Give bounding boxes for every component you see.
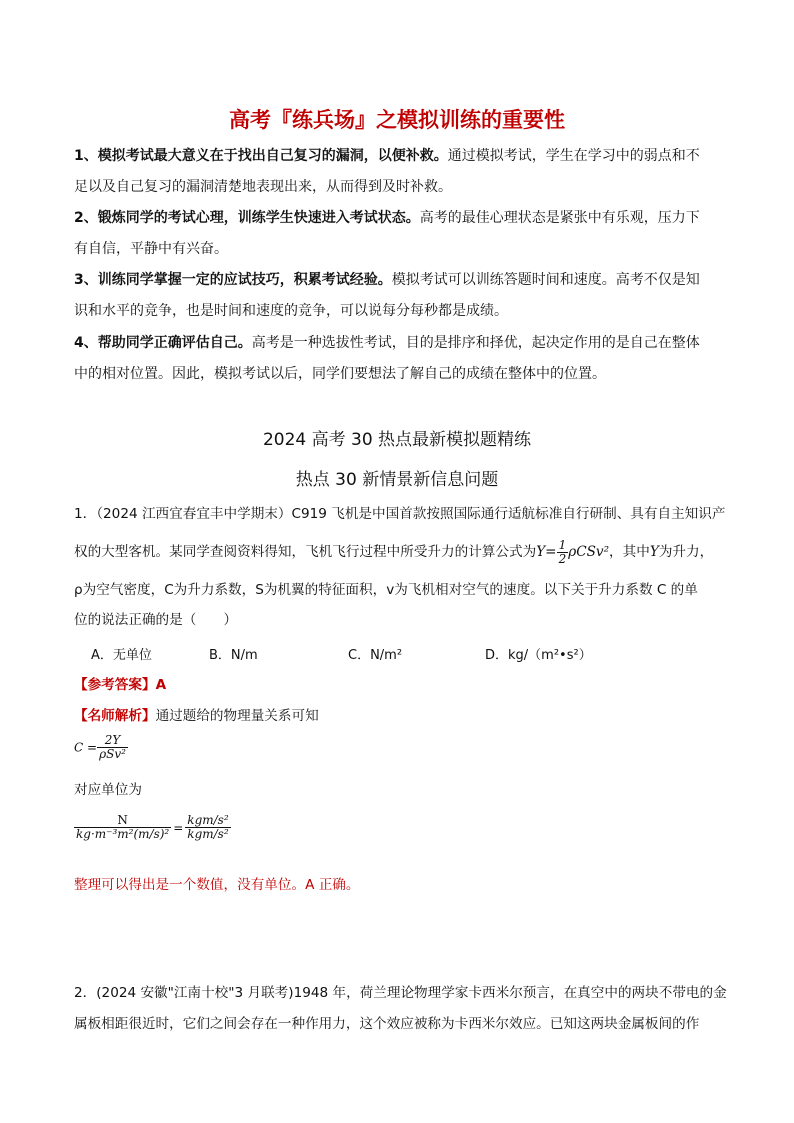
lift-formula-fraction: $\frac{1}{2}$ bbox=[558, 537, 567, 566]
hotspot-title: 热点 30 新情景新信息问题 bbox=[295, 470, 499, 490]
section-title: 2024 高考 30 热点最新模拟题精练 bbox=[262, 430, 532, 450]
q2-stem-line1: 2．(2024 安徽"江南十校"3 月联考)1948 年，荷兰理论物理学家卡西米尔预言，在真空中的两块不带电的金 bbox=[74, 985, 727, 1001]
q1-analysis: 【名师解析】通过题给的物理量关系可知 bbox=[74, 708, 319, 724]
intro-item-3: 3、训练同学掌握一定的应试技巧，积累考试经验。模拟考试可以训练答题时间和速度。高考不仅是知 bbox=[74, 272, 700, 288]
intro-item-1-cont: 足以及自己复习的漏洞清楚地表现出来，从而得到及时补救。 bbox=[74, 179, 452, 195]
q1-answer: 【参考答案】A bbox=[74, 677, 167, 693]
q1-stem-line3: ρ为空气密度，C为升力系数，S为机翼的特征面积，v为飞机相对空气的速度。以下关于升力系数 C 的单 bbox=[74, 582, 698, 598]
q1-unit-equation: $\frac{N}{\text{kg·m⁻³m²(m/s)²}}$ = $\frac{\text{kgm/s²}}{\text{kgm/s²}}$ bbox=[76, 813, 229, 841]
q1-stem-line1: 1．（2024 江西宜春宜丰中学期末）C919 飞机是中国首款按照国际通行适航标准自行研制、具有自主知识产 bbox=[74, 506, 726, 522]
q1-unit-label: 对应单位为 bbox=[74, 782, 142, 798]
q1-equation-c: C = $\frac{2Y}{\text{ρSv²}}$ bbox=[74, 733, 126, 761]
intro-item-4-cont: 中的相对位置。因此，模拟考试以后，同学们要想法了解自己的成绩在整体中的位置。 bbox=[74, 366, 606, 382]
q1-option-a: A．无单位 bbox=[91, 648, 152, 663]
q1-conclusion: 整理可以得出是一个数值，没有单位。A 正确。 bbox=[74, 877, 360, 893]
q1-option-d: D．kg/（m²•s²） bbox=[485, 648, 592, 663]
q1-option-c: C．N/m² bbox=[348, 648, 403, 663]
intro-item-2: 2、锻炼同学的考试心理，训练学生快速进入考试状态。高考的最佳心理状态是紧张中有乐观，压力下 bbox=[74, 210, 700, 226]
intro-item-2-cont: 有自信，平静中有兴奋。 bbox=[74, 241, 228, 257]
q1-option-b: B．N/m bbox=[209, 648, 258, 663]
intro-item-1: 1、模拟考试最大意义在于找出自己复习的漏洞，以便补救。通过模拟考试，学生在学习中的弱点和不 bbox=[74, 148, 700, 164]
intro-item-3-cont: 识和水平的竞争，也是时间和速度的竞争，可以说每分每秒都是成绩。 bbox=[74, 303, 508, 319]
intro-item-4: 4、帮助同学正确评估自己。高考是一种选拔性考试，目的是排序和择优，起决定作用的是自己在整体 bbox=[74, 335, 700, 351]
q1-stem-line4: 位的说法正确的是（ ） bbox=[74, 612, 238, 628]
page-title: 高考『练兵场』之模拟训练的重要性 bbox=[229, 108, 565, 132]
q2-stem-line2: 属板相距很近时，它们之间会存在一种作用力，这个效应被称为卡西米尔效应。已知这两块金属板间的作 bbox=[74, 1016, 700, 1032]
q1-stem-line2: 权的大型客机。某同学查阅资料得知，飞机飞行过程中所受升力的计算公式为Y= $\frac{1}{2}$ ρCSv²，其中Y为升力， bbox=[74, 537, 714, 566]
